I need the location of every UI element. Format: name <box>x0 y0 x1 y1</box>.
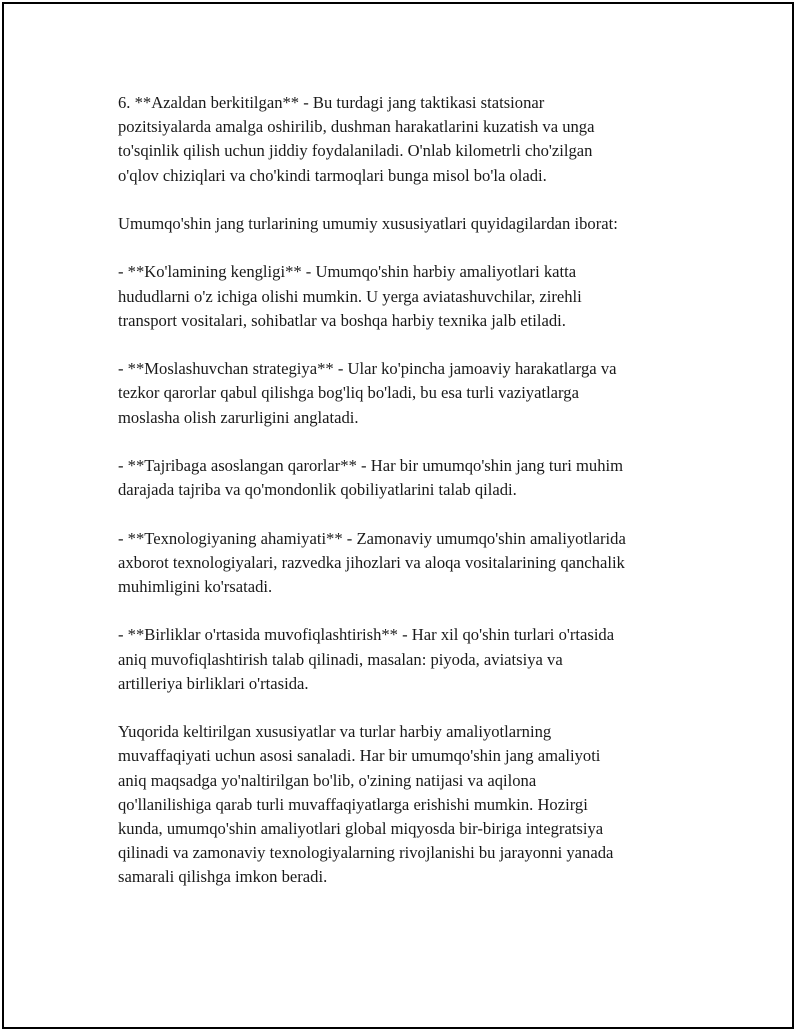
paragraph <box>118 454 698 502</box>
text-line: - **Ko'lamining kengligi** - Umumqo'shin harbiy amaliyotlari katta <box>118 262 577 282</box>
paragraph <box>118 527 698 600</box>
text-line: aniq maqsadga yo'naltirilgan bo'lib, o'zining natijasi va aqilona <box>118 770 537 790</box>
text-line: pozitsiyalarda amalga oshirilib, dushman harakatlarini kuzatish va unga <box>118 117 595 137</box>
text-line: hududlarni o'z ichiga olishi mumkin. U yerga aviatashuvchilar, zirehli <box>118 286 582 306</box>
text-line: qilinadi va zamonaviy texnologiyalarning rivojlanishi bu jarayonni yanada <box>118 843 614 863</box>
text-line: to'sqinlik qilish uchun jiddiy foydalaniladi. O'nlab kilometrli cho'zilgan <box>118 141 593 161</box>
paragraph <box>118 623 698 696</box>
text-line: tezkor qarorlar qabul qilishga bog'liq bo'ladi, bu esa turli vaziyatlarga <box>118 383 579 403</box>
text-line: artilleriya birliklari o'rtasida. <box>118 673 309 693</box>
text-line: aniq muvofiqlashtirish talab qilinadi, masalan: piyoda, aviatsiya va <box>118 649 563 669</box>
text-line: - **Tajribaga asoslangan qarorlar** - Har bir umumqo'shin jang turi muhim <box>118 455 624 475</box>
text-line: o'qlov chiziqlari va cho'kindi tarmoqlari bunga misol bo'la oladi. <box>118 165 547 185</box>
text-line: kunda, umumqo'shin amaliyotlari global miqyosda bir-biriga integratsiya <box>118 818 604 838</box>
paragraph <box>118 212 698 236</box>
text-line: Yuqorida keltirilgan xususiyatlar va turlar harbiy amaliyotlarning <box>118 722 552 742</box>
text-line: axborot texnologiyalari, razvedka jihozlari va aloqa vositalarining qanchalik <box>118 552 625 572</box>
paragraph <box>118 260 698 333</box>
text-line: - **Texnologiyaning ahamiyati** - Zamonaviy umumqo'shin amaliyotlarida <box>118 528 626 548</box>
text-line: muvaffaqiyati uchun asosi sanaladi. Har bir umumqo'shin jang amaliyoti <box>118 746 601 766</box>
text-line: muhimligini ko'rsatadi. <box>118 576 273 596</box>
text-line: moslasha olish zarurligini anglatadi. <box>118 407 359 427</box>
text-line: darajada tajriba va qo'mondonlik qobiliyatlarini talab qiladi. <box>118 480 517 500</box>
text-line: samarali qilishga imkon beradi. <box>118 867 328 887</box>
text-line: qo'llanilishiga qarab turli muvaffaqiyatlarga erishishi mumkin. Hozirgi <box>118 794 588 814</box>
paragraph <box>118 720 698 889</box>
document-body <box>118 91 698 914</box>
text-line: Umumqo'shin jang turlarining umumiy xususiyatlari quyidagilardan iborat: <box>118 214 618 233</box>
text-line: transport vositalari, sohibatlar va boshqa harbiy texnika jalb etiladi. <box>118 310 566 330</box>
paragraph <box>118 357 698 430</box>
text-line: 6. **Azaldan berkitilgan** - Bu turdagi jang taktikasi statsionar <box>118 93 545 112</box>
text-line: - **Moslashuvchan strategiya** - Ular ko'pincha jamoaviy harakatlarga va <box>118 359 617 379</box>
text-line: - **Birliklar o'rtasida muvofiqlashtirish** - Har xil qo'shin turlari o'rtasida <box>118 625 615 645</box>
paragraph <box>118 91 698 188</box>
